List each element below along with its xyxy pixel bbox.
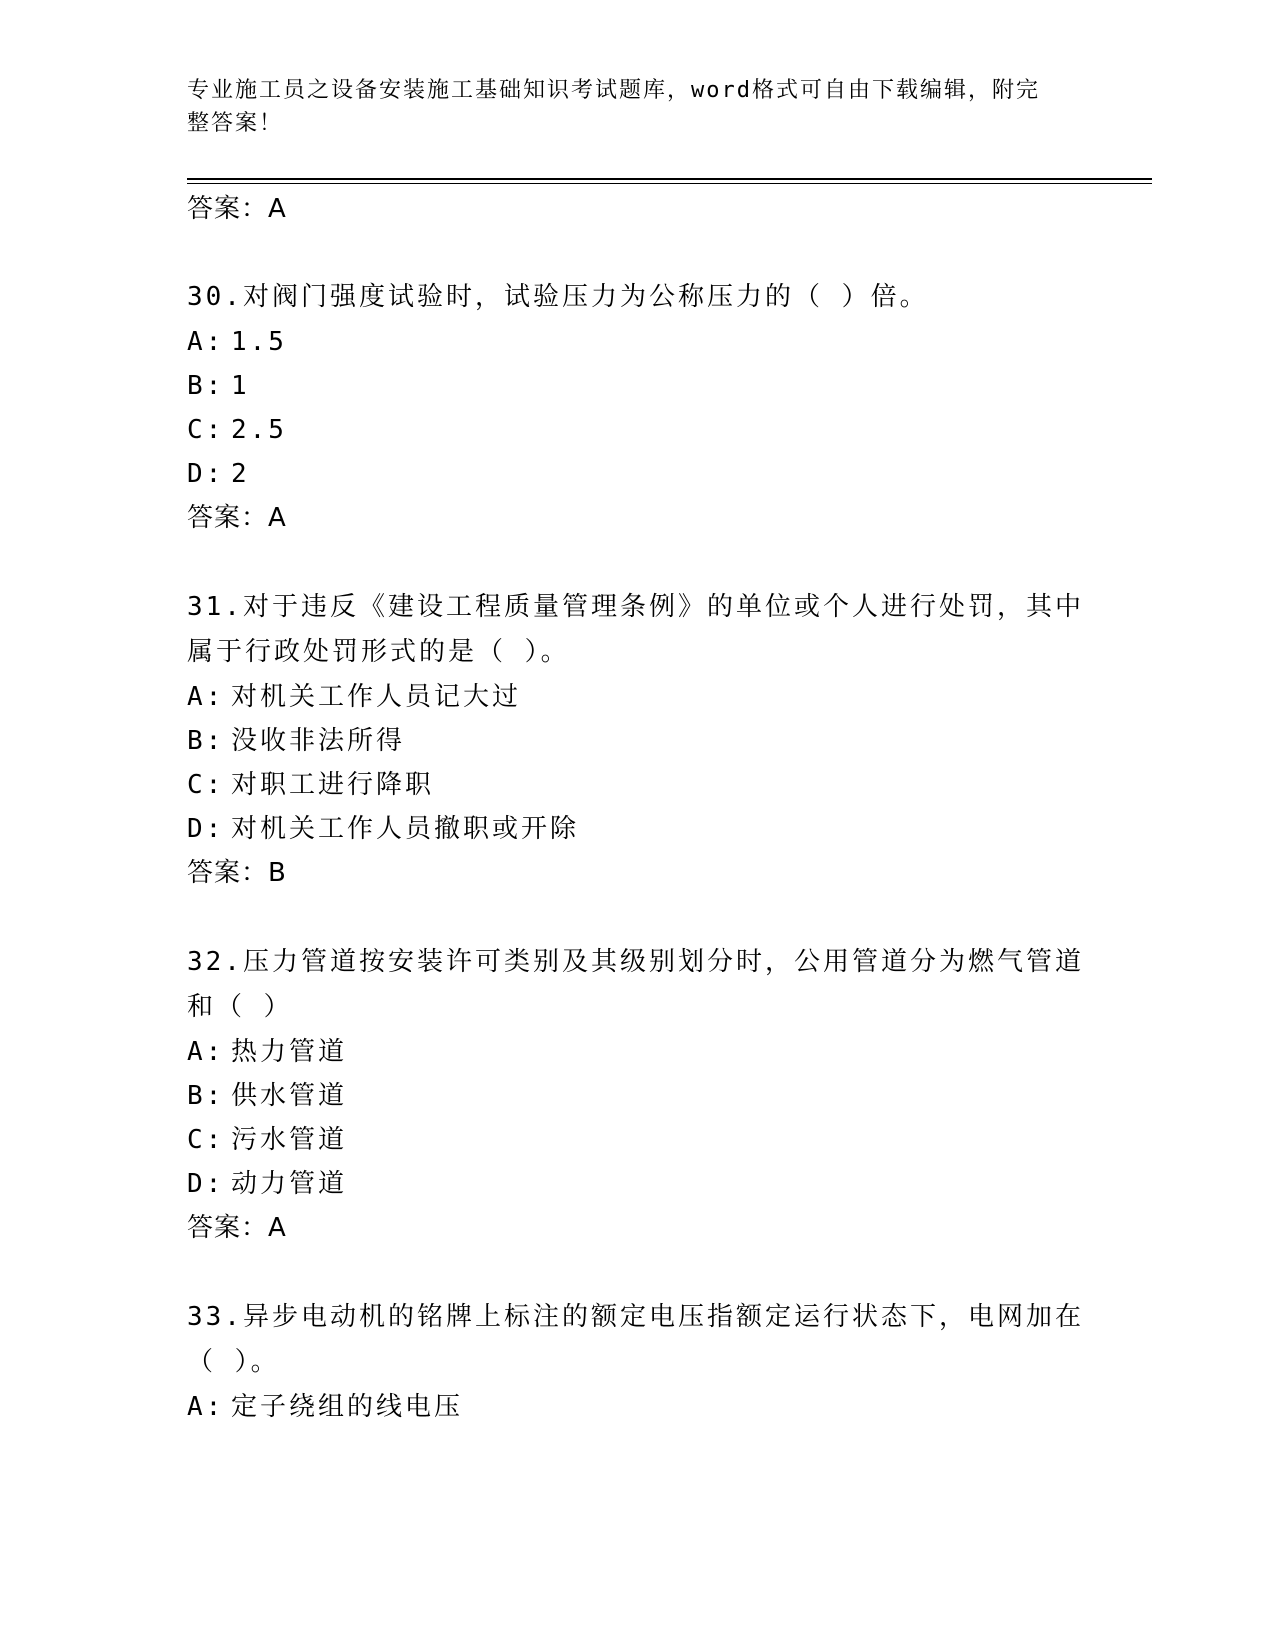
- header-divider: [187, 178, 1152, 180]
- option-key: A:: [187, 682, 225, 712]
- option-key: B:: [187, 371, 225, 401]
- header-divider-thin: [187, 183, 1152, 184]
- question-text-continued: 属于行政处罚形式的是（ ）。: [187, 637, 570, 667]
- option-key: D:: [187, 1169, 225, 1199]
- question-text: 33.异步电动机的铭牌上标注的额定电压指额定运行状态下，电网加在: [187, 1302, 1084, 1332]
- option-key: C:: [187, 1125, 225, 1155]
- option-c: [187, 412, 287, 448]
- header-line-2: 整答案！: [187, 111, 284, 136]
- option-b: [187, 1078, 347, 1114]
- option-a: [187, 1389, 463, 1425]
- option-d: [187, 456, 250, 492]
- option-text: 2: [231, 459, 250, 489]
- option-key: B:: [187, 726, 225, 756]
- option-text: 污水管道: [231, 1125, 348, 1155]
- document-header: [187, 74, 1077, 140]
- option-text: 对职工进行降职: [231, 770, 435, 800]
- header-line-1: 专业施工员之设备安装施工基础知识考试题库，word格式可自由下载编辑，附完: [187, 78, 1040, 103]
- question-text-continued: （ ）。: [187, 1347, 280, 1377]
- answer: 答案：A: [187, 503, 287, 533]
- option-b: [187, 723, 405, 759]
- option-key: A:: [187, 1037, 225, 1067]
- option-d: [187, 811, 579, 847]
- question-text: 32.压力管道按安装许可类别及其级别划分时，公用管道分为燃气管道: [187, 947, 1084, 977]
- option-text: 对机关工作人员撤职或开除: [231, 814, 580, 844]
- option-key: C:: [187, 415, 225, 445]
- option-key: D:: [187, 459, 225, 489]
- previous-answer: 答案：A: [187, 194, 287, 224]
- option-text: 供水管道: [231, 1081, 348, 1111]
- option-text: 2.5: [231, 415, 287, 445]
- question-text-continued: 和（ ）: [187, 992, 293, 1022]
- option-text: 动力管道: [231, 1169, 348, 1199]
- option-key: D:: [187, 814, 225, 844]
- question-text: 30.对阀门强度试验时，试验压力为公称压力的（ ）倍。: [187, 282, 929, 312]
- option-text: 没收非法所得: [231, 726, 406, 756]
- option-a: [187, 679, 521, 715]
- option-key: A:: [187, 327, 225, 357]
- option-c: [187, 1122, 347, 1158]
- option-text: 1.5: [231, 327, 287, 357]
- option-a: [187, 1034, 347, 1070]
- answer: 答案：A: [187, 1213, 287, 1243]
- option-key: C:: [187, 770, 225, 800]
- question-text: 31.对于违反《建设工程质量管理条例》的单位或个人进行处罚，其中: [187, 592, 1084, 622]
- option-key: B:: [187, 1081, 225, 1111]
- answer: 答案：B: [187, 858, 287, 888]
- option-text: 定子绕组的线电压: [231, 1392, 464, 1422]
- option-text: 对机关工作人员记大过: [231, 682, 522, 712]
- option-c: [187, 767, 434, 803]
- option-key: A:: [187, 1392, 225, 1422]
- option-text: 1: [231, 371, 250, 401]
- option-b: [187, 368, 250, 404]
- option-a: [187, 324, 287, 360]
- option-d: [187, 1166, 347, 1202]
- option-text: 热力管道: [231, 1037, 348, 1067]
